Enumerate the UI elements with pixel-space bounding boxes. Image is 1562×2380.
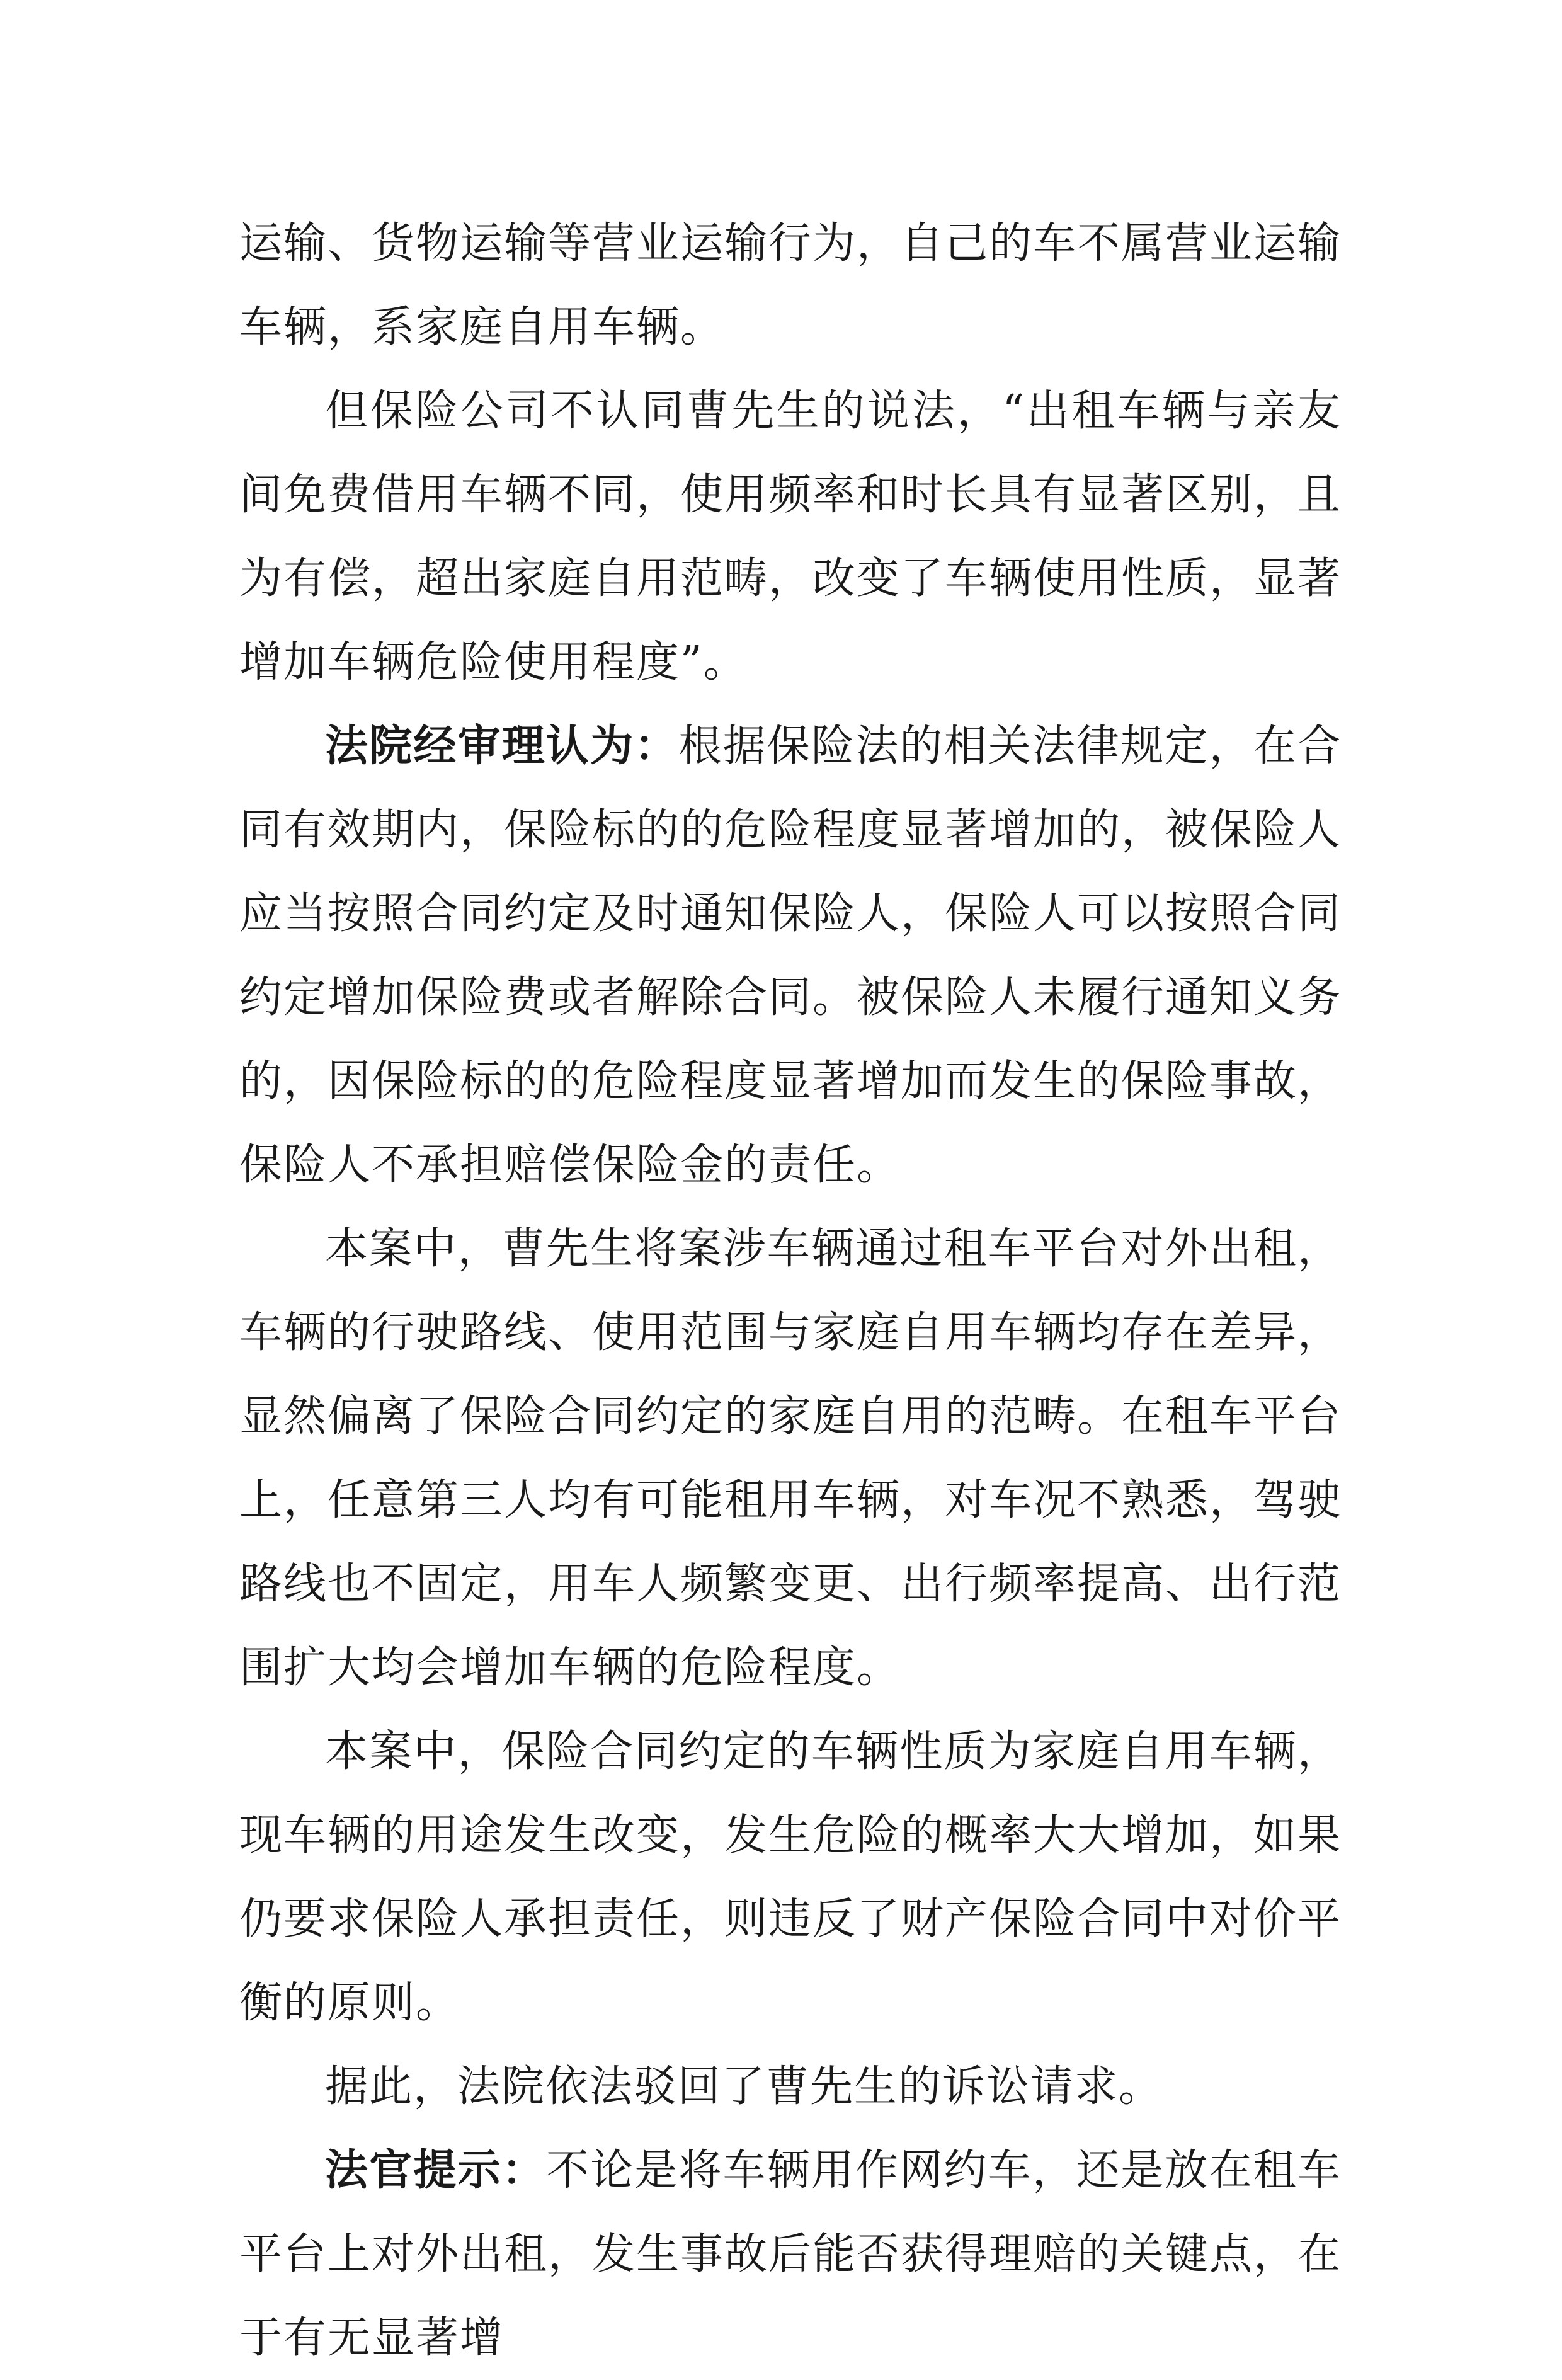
document-body: [239, 202, 1342, 2380]
paragraph-3-lead: 法院经审理认为：: [325, 721, 679, 771]
paragraph-1: [239, 202, 1342, 369]
paragraph-6-text: 据此，法院依法驳回了曹先生的诉讼请求。: [325, 2062, 1163, 2112]
paragraph-1-text: 运输、货物运输等营业运输行为，自己的车不属营业运输车辆，系家庭自用车辆。: [239, 219, 1342, 352]
paragraph-7-lead: 法官提示：: [325, 2146, 546, 2195]
paragraph-3-text: 根据保险法的相关法律规定，在合同有效期内，保险标的的危险程度显著增加的，被保险人应当按照合同约定及时通知保险人，保险人可以按照合同约定增加保险费或者解除合同。被保险人未履行通知义务的，因保险标的的危险程度显著增加而发生的保险事故，保险人不承担赔偿保险金的责任。: [239, 721, 1342, 1190]
paragraph-5-text: 本案中，保险合同约定的车辆性质为家庭自用车辆，现车辆的用途发生改变，发生危险的概率大大增加，如果仍要求保险人承担责任，则违反了财产保险合同中对价平衡的原则。: [239, 1727, 1342, 2028]
paragraph-4-text: 本案中，曹先生将案涉车辆通过租车平台对外出租，车辆的行驶路线、使用范围与家庭自用车辆均存在差异，显然偏离了保险合同约定的家庭自用的范畴。在租车平台上，任意第三人均有可能租用车辆，对车况不熟悉，驾驶路线也不固定，用车人频繁变更、出行频率提高、出行范围扩大均会增加车辆的危险程度。: [239, 1224, 1342, 1693]
paragraph-2: [239, 369, 1342, 704]
paragraph-5: [239, 1710, 1342, 2045]
paragraph-7: [239, 2129, 1342, 2380]
paragraph-4: [239, 1207, 1342, 1710]
paragraph-7-text: 不论是将车辆用作网约车，还是放在租车平台上对外出租，发生事故后能否获得理赔的关键点，在于有无显著增: [239, 2146, 1342, 2363]
paragraph-3: [239, 704, 1342, 1207]
paragraph-2-text: 但保险公司不认同曹先生的说法，“出租车辆与亲友间免费借用车辆不同，使用频率和时长具有显著区别，且为有偿，超出家庭自用范畴，改变了车辆使用性质，显著增加车辆危险使用程度”。: [239, 386, 1342, 687]
paragraph-6: [239, 2045, 1342, 2129]
